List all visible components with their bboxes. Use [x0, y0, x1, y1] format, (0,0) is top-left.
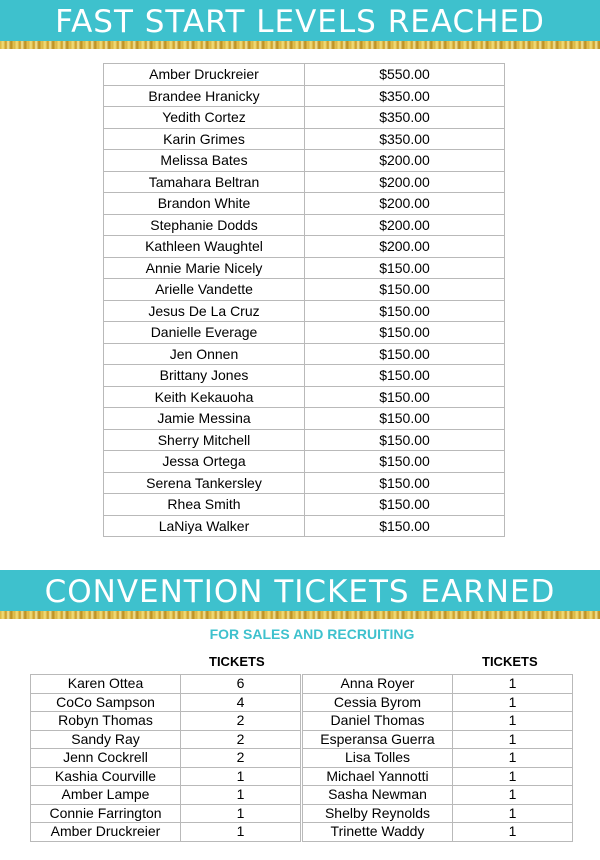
name-cell: Esperansa Guerra	[303, 730, 453, 749]
amount-cell: $350.00	[305, 128, 505, 150]
tickets-cell: 1	[453, 767, 573, 786]
table-row	[303, 712, 573, 731]
amount-cell: $150.00	[305, 322, 505, 344]
convention-table-right	[302, 674, 573, 842]
name-cell: Stephanie Dodds	[104, 214, 305, 236]
amount-cell: $150.00	[305, 515, 505, 537]
name-cell: Jen Onnen	[104, 343, 305, 365]
name-cell: Robyn Thomas	[31, 712, 181, 731]
convention-table-left	[30, 674, 301, 842]
table-row	[303, 804, 573, 823]
tickets-cell: 1	[453, 804, 573, 823]
table-row	[104, 451, 505, 473]
tickets-cell: 2	[181, 730, 301, 749]
amount-cell: $150.00	[305, 429, 505, 451]
name-cell: Sherry Mitchell	[104, 429, 305, 451]
table-row	[104, 214, 505, 236]
tickets-cell: 6	[181, 675, 301, 694]
amount-cell: $200.00	[305, 236, 505, 258]
amount-cell: $150.00	[305, 365, 505, 387]
convention-title: CONVENTION TICKETS EARNED	[44, 574, 556, 610]
name-cell: Brandon White	[104, 193, 305, 215]
table-row	[31, 712, 301, 731]
table-row	[104, 128, 505, 150]
table-row	[31, 693, 301, 712]
name-cell: Serena Tankersley	[104, 472, 305, 494]
tickets-cell: 1	[453, 749, 573, 768]
table-row	[104, 193, 505, 215]
tickets-cell: 1	[453, 823, 573, 842]
fast-start-banner	[0, 0, 600, 42]
name-cell: Melissa Bates	[104, 150, 305, 172]
table-row	[104, 64, 505, 86]
table-row	[31, 730, 301, 749]
name-cell: Shelby Reynolds	[303, 804, 453, 823]
fast-start-title: FAST START LEVELS REACHED	[55, 4, 545, 40]
amount-cell: $200.00	[305, 193, 505, 215]
amount-cell: $200.00	[305, 214, 505, 236]
name-cell: Kathleen Waughtel	[104, 236, 305, 258]
name-cell: Michael Yannotti	[303, 767, 453, 786]
name-cell: CoCo Sampson	[31, 693, 181, 712]
tickets-cell: 1	[181, 767, 301, 786]
tickets-cell: 1	[181, 786, 301, 805]
tickets-cell: 1	[181, 823, 301, 842]
name-cell: Cessia Byrom	[303, 693, 453, 712]
table-row	[303, 786, 573, 805]
amount-cell: $150.00	[305, 386, 505, 408]
tickets-cell: 1	[453, 675, 573, 694]
amount-cell: $350.00	[305, 85, 505, 107]
table-row	[104, 365, 505, 387]
name-cell: Amber Lampe	[31, 786, 181, 805]
convention-banner	[0, 570, 600, 612]
table-row	[104, 429, 505, 451]
name-cell: Jesus De La Cruz	[104, 300, 305, 322]
name-cell: Keith Kekauoha	[104, 386, 305, 408]
amount-cell: $200.00	[305, 150, 505, 172]
tickets-column-header-left: TICKETS	[209, 654, 265, 669]
name-cell: Tamahara Beltran	[104, 171, 305, 193]
table-row	[303, 749, 573, 768]
name-cell: Amber Druckreier	[31, 823, 181, 842]
table-row	[104, 386, 505, 408]
table-row	[303, 823, 573, 842]
name-cell: Lisa Tolles	[303, 749, 453, 768]
table-row	[31, 786, 301, 805]
amount-cell: $150.00	[305, 279, 505, 301]
fast-start-table	[103, 63, 505, 537]
tickets-cell: 2	[181, 749, 301, 768]
name-cell: Anna Royer	[303, 675, 453, 694]
amount-cell: $150.00	[305, 494, 505, 516]
table-row	[104, 150, 505, 172]
name-cell: Brandee Hranicky	[104, 85, 305, 107]
name-cell: Arielle Vandette	[104, 279, 305, 301]
tickets-cell: 1	[181, 804, 301, 823]
convention-subtitle: FOR SALES AND RECRUITING	[209, 626, 415, 642]
amount-cell: $350.00	[305, 107, 505, 129]
table-row	[104, 515, 505, 537]
amount-cell: $150.00	[305, 451, 505, 473]
tickets-cell: 1	[453, 712, 573, 731]
name-cell: Jamie Messina	[104, 408, 305, 430]
table-row	[104, 322, 505, 344]
table-row	[104, 236, 505, 258]
table-row	[31, 804, 301, 823]
name-cell: Kashia Courville	[31, 767, 181, 786]
table-row	[31, 823, 301, 842]
table-row	[104, 107, 505, 129]
tickets-column-header-right: TICKETS	[482, 654, 538, 669]
gold-glitter-divider	[0, 611, 600, 619]
name-cell: Sasha Newman	[303, 786, 453, 805]
name-cell: Rhea Smith	[104, 494, 305, 516]
table-row	[104, 300, 505, 322]
name-cell: LaNiya Walker	[104, 515, 305, 537]
name-cell: Daniel Thomas	[303, 712, 453, 731]
name-cell: Brittany Jones	[104, 365, 305, 387]
name-cell: Yedith Cortez	[104, 107, 305, 129]
name-cell: Connie Farrington	[31, 804, 181, 823]
tickets-cell: 4	[181, 693, 301, 712]
tickets-cell: 1	[453, 693, 573, 712]
amount-cell: $550.00	[305, 64, 505, 86]
name-cell: Sandy Ray	[31, 730, 181, 749]
gold-glitter-divider	[0, 41, 600, 49]
amount-cell: $150.00	[305, 343, 505, 365]
name-cell: Amber Druckreier	[104, 64, 305, 86]
amount-cell: $150.00	[305, 472, 505, 494]
amount-cell: $150.00	[305, 408, 505, 430]
name-cell: Karin Grimes	[104, 128, 305, 150]
table-row	[303, 675, 573, 694]
name-cell: Annie Marie Nicely	[104, 257, 305, 279]
name-cell: Trinette Waddy	[303, 823, 453, 842]
table-row	[104, 472, 505, 494]
tickets-cell: 2	[181, 712, 301, 731]
table-row	[104, 85, 505, 107]
tickets-cell: 1	[453, 786, 573, 805]
table-row	[303, 730, 573, 749]
table-row	[31, 767, 301, 786]
table-row	[104, 279, 505, 301]
name-cell: Jessa Ortega	[104, 451, 305, 473]
tickets-cell: 1	[453, 730, 573, 749]
amount-cell: $200.00	[305, 171, 505, 193]
table-row	[303, 767, 573, 786]
table-row	[104, 343, 505, 365]
table-row	[31, 675, 301, 694]
name-cell: Jenn Cockrell	[31, 749, 181, 768]
table-row	[104, 257, 505, 279]
name-cell: Danielle Everage	[104, 322, 305, 344]
table-row	[104, 494, 505, 516]
table-row	[104, 171, 505, 193]
table-row	[303, 693, 573, 712]
name-cell: Karen Ottea	[31, 675, 181, 694]
amount-cell: $150.00	[305, 300, 505, 322]
amount-cell: $150.00	[305, 257, 505, 279]
table-row	[31, 749, 301, 768]
table-row	[104, 408, 505, 430]
